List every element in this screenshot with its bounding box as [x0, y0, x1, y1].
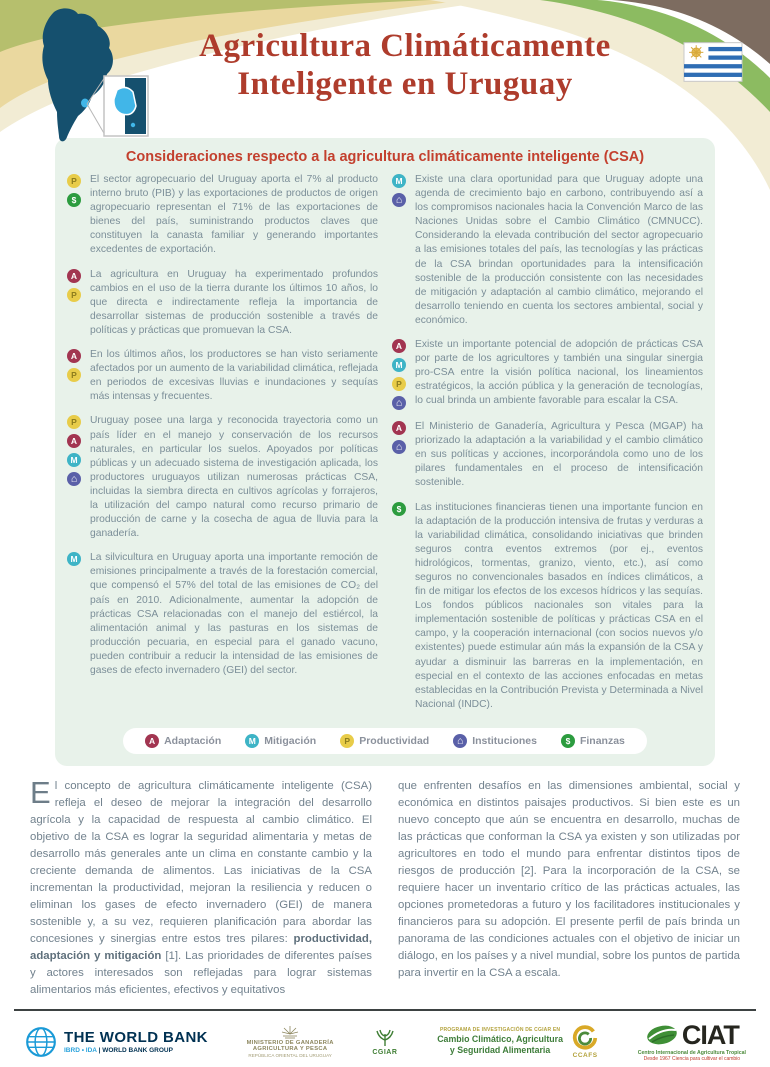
south-america-map [12, 4, 164, 144]
consideration-text: Existe una clara oportunidad para que Uruguay adopte una agenda de crecimiento bajo en carbono, contribuyendo así a los compromisos nacionales hacia la Convención Marco de las Naciones Unidas sobre el Cambio Climático (CMNUCC). Considerando la elevada contribución del sector agropecuario a las emisiones totales del país, las tecnologías y las prácticas de la CSA brindan oportunidades para la intensificación sostenible de la producción consistente con las necesidades de mitigación y adaptación al cambio climático, mejorando el desarrollo teniendo en cuenta los sectores ambiental, social y económico. [415, 174, 703, 326]
world-bank-logo [24, 1025, 208, 1059]
mitigation-icon: M [392, 358, 406, 372]
pillar-legend [123, 728, 647, 754]
legend-label: Finanzas [579, 734, 625, 747]
legend-item-instituciones [453, 734, 537, 748]
finance-icon: $ [561, 734, 575, 748]
ccafs-name: Cambio Climático, Agricultura y Seguridad Alimentaria [437, 1034, 563, 1056]
world-bank-group-label: WORLD BANK GROUP [102, 1047, 173, 1055]
productivity-icon: P [67, 415, 81, 429]
adaptation-icon: A [392, 339, 406, 353]
productivity-icon: P [67, 288, 81, 302]
legend-item-productividad [340, 734, 429, 748]
consideration-text: Las instituciones financieras tienen una importante funcion en la adaptación de la producción intensiva de frutas y verduras a la variabilidad climática, consolidando iniciativas que brinden seguros contra eventos extremos (por ej., eventos hidrológicos, tormentas, granizo, viento, etc.), así como seguros no convencionales basados en índices climáticos, a fin de mitigar los efectos de los excesos hídricos y las sequías. Los fondos públicos nacionales son vitales para la implementación sostenible de políticas y prácticas CSA en el campo, y la cooperación internacional (con socios nuevos y/o existentes) puede estimular aún más la expansión de la CSA y ayudar a disminuir las barreras en la implementación, en especial en el contexto de las acciones enfocadas en metas establecidas en la Contribución Prevista y Determinada a Nivel Nacional (INDC). [415, 501, 703, 710]
institutions-icon: ⌂ [67, 472, 81, 486]
adaptation-icon: A [67, 269, 81, 283]
consideration-item [392, 501, 703, 712]
cgiar-emblem-icon [373, 1028, 397, 1048]
cgiar-label: CGIAR [372, 1048, 398, 1056]
consideration-text: Existe un importante potencial de adopción de prácticas CSA por parte de los agricultores y también una singular sinergia pro-CSA entre la visión política nacional, los lineamientos estratégicos, la acción pública y la generación de tecnologías, lo cual brinda un ambiente favorable para escalar la CSA. [415, 339, 703, 407]
legend-item-adaptacion [145, 734, 221, 748]
mitigation-icon: M [245, 734, 259, 748]
page-title-line1: Agricultura Climáticamente [199, 28, 611, 64]
world-bank-title: THE WORLD BANK [64, 1029, 208, 1047]
uruguay-flag-icon [684, 42, 742, 82]
adaptation-icon: A [67, 349, 81, 363]
adaptation-icon: A [145, 734, 159, 748]
intro-section [0, 766, 770, 1003]
consideration-item [67, 348, 378, 404]
ministry-name-line2: AGRICULTURA Y PESCA [252, 1046, 328, 1053]
institutions-icon: ⌂ [392, 193, 406, 207]
uruguay-inset-box [104, 76, 148, 136]
intro-paragraph-left [30, 774, 372, 999]
legend-label: Instituciones [472, 734, 537, 747]
ccafs-program-label: PROGRAMA DE INVESTIGACIÓN DE CGIAR EN [439, 1027, 561, 1034]
legend-item-mitigacion [245, 734, 316, 748]
ministry-emblem-icon [280, 1025, 300, 1039]
ciat-leaf-icon [645, 1022, 679, 1048]
world-bank-globe-icon [24, 1025, 58, 1059]
legend-item-finanzas [561, 734, 625, 748]
ciat-acronym: CIAT [681, 1019, 739, 1050]
consideration-item [67, 414, 378, 541]
considerations-panel [55, 138, 715, 766]
ccafs-acronym: CCAFS [572, 1052, 598, 1060]
consideration-item [392, 173, 703, 328]
ibrd-ida-label: IBRD • IDA [64, 1047, 97, 1055]
finance-icon: $ [392, 502, 406, 516]
intro-text: l concepto de agricultura climáticamente inteligente (CSA) refleja el deseo de mejorar la integración del desarrollo agrícola y la capacidad de respuesta al cambio climático. El objetivo de la CSA es lograr la seguridad alimentaria y metas de desarrollo más generales ante un clima en constante cambio y la creciente demanda de alimentos. Las iniciativas de la CSA incrementan la productividad, mejoran la resiliencia y reducen o eliminan los gases de efecto invernadero (GEI) de manera sostenible y, a su vez, requieren planificación para abordar las concesiones y sinergias entre estos tres pilares: [30, 779, 372, 945]
consideration-item [67, 551, 378, 678]
consideration-item [392, 338, 703, 410]
considerations-left-column [67, 173, 378, 722]
page-title-line2: Inteligente en Uruguay [237, 65, 573, 102]
consideration-text: En los últimos años, los productores se han visto seriamente afectados por un aumento de la variabilidad climática, reflejada en periodos de excesivas lluvias e inundaciones y sequías más intensas y frecuentes. [90, 349, 378, 403]
legend-label: Mitigación [264, 734, 317, 747]
productivity-icon: P [67, 174, 81, 188]
mitigation-icon: M [67, 552, 81, 566]
institutions-icon: ⌂ [392, 440, 406, 454]
intro-paragraph-right: que enfrenten desafíos en las dimensiones ambiental, social y económica en distintos paisajes productivos. Si bien este es un nuevo concepto que aún se encuentra en desarrollo, muchas de las prácticas que conforman la CSA ya existen y son utilizadas por agricultores en todo el mundo para enfrentar distintos tipos de riesgos de producción [2]. Para la incorporación de la CSA, se requiere hacer un inventario crítico de las prácticas actuales, las opciones prometedoras a futuro y los facilitadores institucionales y financieros para su adopción. El presente perfil de país brinda un panorama de las condiciones actuales con el objetivo de iniciar un diálogo, en los países y a nivel mundial, sobre los puntos de partida para invertir en la CSA a escala. [398, 779, 740, 979]
intro-text: [1]. Las prioridades de diferentes países y actores interesados son reflejadas para lograr sistemas alimentarios más eficientes, efectivos y equitativos [30, 949, 372, 996]
consideration-text: La agricultura en Uruguay ha experimentado profundos cambios en el uso de la tierra durante los últimos 10 años, lo que directa e indirectamente refleja la importancia de desarrollar sistemas de producción sostenible a través de políticas y prácticas que promuevan la CSA. [90, 268, 378, 336]
productivity-icon: P [392, 377, 406, 391]
consideration-item [67, 268, 378, 338]
finance-icon: $ [67, 193, 81, 207]
adaptation-icon: A [392, 421, 406, 435]
dropcap: E [30, 774, 51, 810]
header-banner [0, 0, 770, 138]
ccafs-swirl-icon [571, 1024, 599, 1052]
adaptation-icon: A [67, 434, 81, 448]
cgiar-logo [372, 1028, 397, 1056]
wb-divider: | [98, 1047, 101, 1055]
ciat-tagline: Desde 1967 Ciencia para cultivar el cambio [643, 1055, 741, 1062]
consideration-text: El Ministerio de Ganadería, Agricultura y Pesca (MGAP) ha priorizado la adaptación a la variabilidad y el cambio climático en sus políticas y acciones, incorporándola como uno de los pilares fundamentales en el proceso de intensificación sostenible. [415, 421, 703, 489]
legend-label: Adaptación [164, 734, 222, 747]
considerations-right-column [392, 173, 703, 722]
productivity-icon: P [67, 368, 81, 382]
legend-label: Productividad [359, 734, 430, 747]
ciat-logo [637, 1019, 746, 1062]
considerations-heading: Consideraciones respecto a la agricultura climáticamente inteligente (CSA) [125, 149, 645, 165]
ministry-name-line3: REPÚBLICA ORIENTAL DEL URUGUAY [248, 1053, 332, 1059]
intro-bold-pillars: productividad, adaptación y mitigación [30, 932, 372, 962]
ministry-logo [247, 1025, 334, 1058]
footer-logos [0, 1011, 770, 1067]
productivity-icon: P [340, 734, 354, 748]
ccafs-logo [436, 1024, 599, 1059]
page-title [150, 28, 660, 103]
mitigation-icon: M [67, 453, 81, 467]
consideration-text: La silvicultura en Uruguay aporta una importante remoción de emisiones principalmente a través de la forestación comercial, que compensó el 57% del total de las emisiones de CO₂ del país en 2010. Adicionalmente, aumentar la adopción de prácticas CSA relacionadas con el manejo del estiércol, la alimentación animal y las pasturas en los sistemas de producción pecuaria, en especial para el ganado vacuno, pueden contribuir a reducir la intensidad de las emisiones de gases de efecto invernadero (GEI) del sector. [90, 552, 378, 676]
consideration-text: El sector agropecuario del Uruguay aporta el 7% al producto interno bruto (PIB) y las exportaciones de productos de origen agropecuario representan el 71% de las exportaciones de bienes del país, suministrando productos claves que constituyen la canasta familiar y generando importantes excedentes de exportación. [90, 174, 378, 256]
intro-right-column [398, 778, 740, 999]
ministry-name-line1: MINISTERIO DE GANADERÍA [246, 1040, 334, 1047]
institutions-icon: ⌂ [453, 734, 467, 748]
sun-of-may-icon [689, 45, 703, 59]
mitigation-icon: M [392, 174, 406, 188]
consideration-item [392, 420, 703, 490]
intro-left-column [30, 774, 372, 999]
institutions-icon: ⌂ [392, 396, 406, 410]
ciat-subtitle: Centro Internacional de Agricultura Tropical [637, 1049, 746, 1056]
consideration-text: Uruguay posee una larga y reconocida trayectoria como un país líder en el manejo y conservación de los recursos naturales, en particular los suelos. Apoyados por políticas públicas y un adecuado sistema de investigación aplicada, los productores uruguayos utilizan numerosas prácticas CSA, incluidas la siembra directa en cultivos agrícolas y forrajeros, la utilización del campo natural como recurso primario de producción de carne y la cosecha de agua de lluvia para la ganadería. [90, 415, 378, 540]
consideration-item [67, 173, 378, 258]
